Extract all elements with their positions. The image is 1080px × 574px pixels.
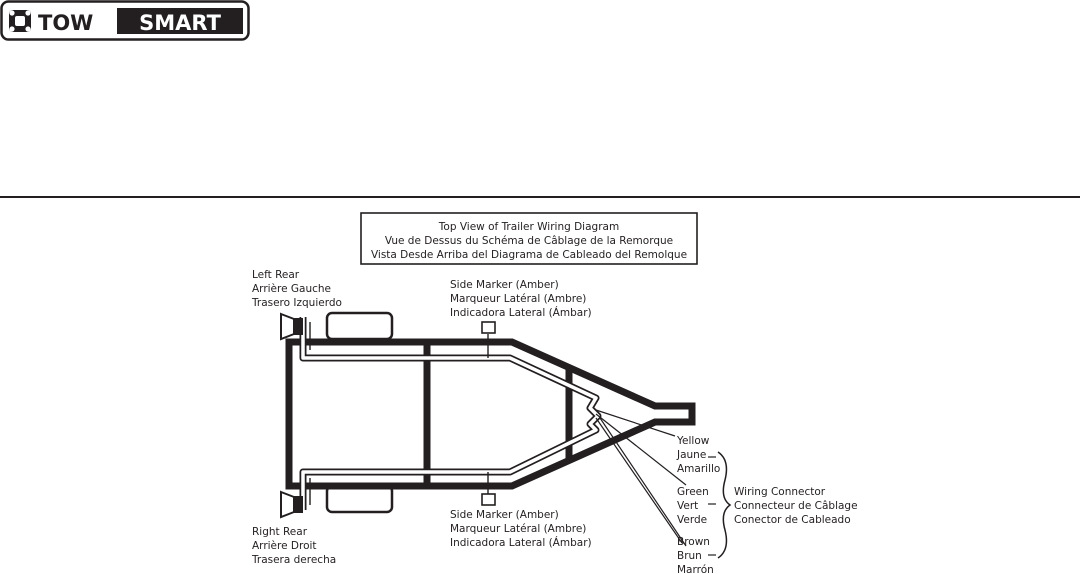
svg-text:Vert: Vert [677, 500, 699, 512]
right-rear-label [251, 526, 336, 566]
svg-text:Amarillo: Amarillo [677, 463, 721, 475]
logo-word-tow: TOW [38, 11, 94, 35]
side-marker-bottom-label [450, 509, 592, 549]
svg-text:Left Rear: Left Rear [252, 269, 300, 281]
svg-text:Verde: Verde [677, 514, 708, 526]
svg-text:Brown: Brown [677, 536, 710, 548]
svg-text:Trasero Izquierdo: Trasero Izquierdo [252, 297, 342, 309]
svg-text:Arrière Gauche: Arrière Gauche [252, 283, 332, 295]
left-rear-label [251, 269, 342, 309]
wire-yellow-label [676, 435, 720, 475]
side-marker-top-label [450, 279, 592, 319]
wiring-connector-label [734, 486, 858, 526]
svg-text:Trasera derecha: Trasera derecha [252, 554, 337, 566]
svg-text:Marqueur Latéral (Ambre): Marqueur Latéral (Ambre) [450, 293, 587, 305]
svg-text:Wiring Connector: Wiring Connector [734, 486, 826, 498]
svg-text:Arrière Droit: Arrière Droit [252, 540, 317, 552]
svg-text:Indicadora Lateral (Ámbar): Indicadora Lateral (Ámbar) [450, 537, 592, 549]
svg-text:Marqueur Latéral (Ambre): Marqueur Latéral (Ambre) [450, 523, 587, 535]
svg-text:Connecteur de Câblage: Connecteur de Câblage [734, 500, 858, 512]
wire-green-label [677, 486, 709, 526]
top-side-marker-light [482, 322, 495, 333]
svg-text:Conector de Cableado: Conector de Cableado [734, 514, 851, 526]
svg-text:Side Marker (Amber): Side Marker (Amber) [450, 279, 559, 291]
svg-text:Yellow: Yellow [677, 435, 710, 447]
logo-word-smart: SMART [139, 11, 221, 35]
top-tire [327, 313, 392, 339]
svg-text:Marrón: Marrón [677, 564, 714, 574]
svg-text:Jaune: Jaune [677, 449, 707, 461]
diagram-title-box [361, 213, 697, 264]
diagram-title-en: Top View of Trailer Wiring Diagram [438, 221, 620, 233]
svg-text:Indicadora Lateral (Ámbar): Indicadora Lateral (Ámbar) [450, 307, 592, 319]
svg-text:Right Rear: Right Rear [252, 526, 308, 538]
svg-text:Side Marker (Amber): Side Marker (Amber) [450, 509, 559, 521]
diagram-title-es: Vista Desde Arriba del Diagrama de Cableado del Remolque [370, 249, 688, 261]
wire-harness [303, 317, 598, 510]
diagram-title-fr: Vue de Dessus du Schéma de Câblage de la Remorque [384, 235, 674, 247]
wire-leader-lines [596, 410, 716, 555]
svg-text:Green: Green [677, 486, 709, 498]
bottom-side-marker-light [482, 494, 495, 505]
bottom-tire [327, 486, 392, 512]
svg-text:Brun: Brun [677, 550, 702, 562]
